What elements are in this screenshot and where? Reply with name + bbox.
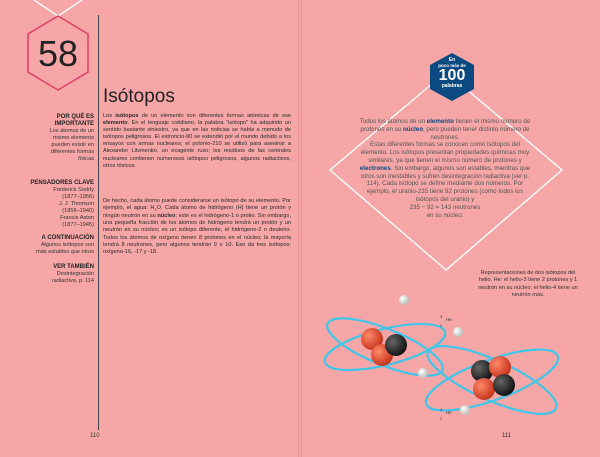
page-number-left: 110 [90, 433, 100, 439]
page-title: Isótopos [103, 86, 175, 107]
sidebar-heading: POR QUÉ ES IMPORTANTE [54, 114, 94, 127]
sidebar-heading: PENSADORES CLAVE [30, 180, 94, 186]
sidebar-next [26, 235, 94, 256]
isotope-label-he3: $^3$ $_2$ [440, 315, 443, 328]
isotope-symbol-he3: He [446, 317, 452, 322]
entry-number: 58 [37, 33, 79, 74]
sidebar-line: Desintegración [56, 271, 94, 277]
figure-caption: Representaciones de dos isótopos del helio. He: el helio-3 tiene 2 protones y 1 neutrón en su núcleo; el helio-4 tiene un neutrón más. [478, 270, 578, 298]
sidebar-line: J. J. Thomson [58, 201, 94, 207]
sidebar-line: Francis Aston [60, 215, 94, 221]
badge-line: palabras [441, 83, 463, 89]
sidebar-line: (1877–1945) [62, 222, 94, 228]
sidebar-line: pueden existir en [51, 142, 94, 148]
column-divider [98, 15, 99, 430]
sidebar-line: (1856–1940) [62, 208, 94, 214]
body-paragraph-1: Los isótopos de un elemento son diferentes formas atómicas de ese elemento. En el lenguaje cotidiano, la palabra "isótopo" ha adquirido un sentido bastante siniestro, ya que en las noticias se habla a menudo de isótopos peligrosos. El estroncio-90 se extendió por el mundo debido a los ensayos con armas nucleares; el polonio-210 se utilizó para asesinar a Alexander Litvinenko, un exagente ruso; los residuos de las centrales nucleares contienen numerosos isótopos peligrosos, algunos radiactivos, otros tóxicos. [103, 113, 292, 169]
badge [430, 58, 474, 89]
badge-line: En [448, 57, 456, 63]
sidebar-line: diferentes formas [50, 149, 94, 155]
sidebar-key-thinkers [26, 180, 94, 229]
sidebar-see-also [26, 264, 94, 285]
page-number-right: 111 [502, 433, 512, 439]
isotope-symbol-he4: He [446, 410, 452, 415]
sidebar-line: radiactiva, p. 114 [51, 278, 94, 284]
badge-number: 100 [438, 67, 466, 84]
sidebar-heading: A CONTINUACIÓN [41, 235, 94, 241]
sidebar-line: Frederick Soddy [53, 187, 94, 193]
body-paragraph-2: De hecho, cada átomo puede considerarse un isótopo de su elemento. Por ejemplo, el agua: $H_2O$. Cada átomo de hidrógeno (H) tiene un protón y ningún neutrón en su núcleo; este es el hidrógeno-1 o protio. Sin embargo, una pequeña fracción de los átomos de hidrógeno tendrá un protón y un neutrón en su núcleo; es un isótopo diferente, el hidrógeno-2 o deuterio. Todos los átomos de oxígeno tienen 8 protones en el núcleo; la mayoría tendrá 8 neutrones, pero algunos tendrán 9 o 10. Eso da tres isótopos: oxígeno-16, -17 y -18. [103, 198, 291, 255]
isotope-label-he4: $^4$ $_2$ [440, 408, 443, 421]
badge-line: poco más de [438, 63, 466, 68]
sidebar-line: físicas [78, 156, 94, 162]
sidebar-heading: VER TAMBIÉN [53, 264, 94, 270]
sidebar-why-important [26, 114, 94, 163]
sidebar-line: más estables que otros [36, 249, 94, 255]
helium-atoms-illustration [300, 285, 600, 457]
sidebar-line: mismo elemento [52, 135, 94, 141]
summary-text: Todos los átomos de un elemento tienen el mismo número de protones en su núcleo, pero pueden tener distinto número de neutrones. Estas diferentes formas se conocen como isótopos del elemento. Los isótopos presentan propiedades químicas muy similares, ya que tienen el mismo número de protones y electrones. Sin embargo, algunos son estables, mientras que otros son inestables y sufren desintegración radiactiva (ver p. 114). Cada isótopo se define mediante dos números. Por ejemplo, el uranio-235 tiene 92 protones (como todos los isótopos del uranio) y 235 − 92 = 143 neutrones en su núcleo. [359, 118, 531, 219]
helium-3-atom [320, 295, 449, 387]
sidebar-line: Los átomos de un [49, 128, 94, 134]
sidebar-line: (1877–1956) [62, 194, 94, 200]
sidebar-line: Algunos isótopos son [40, 242, 94, 248]
